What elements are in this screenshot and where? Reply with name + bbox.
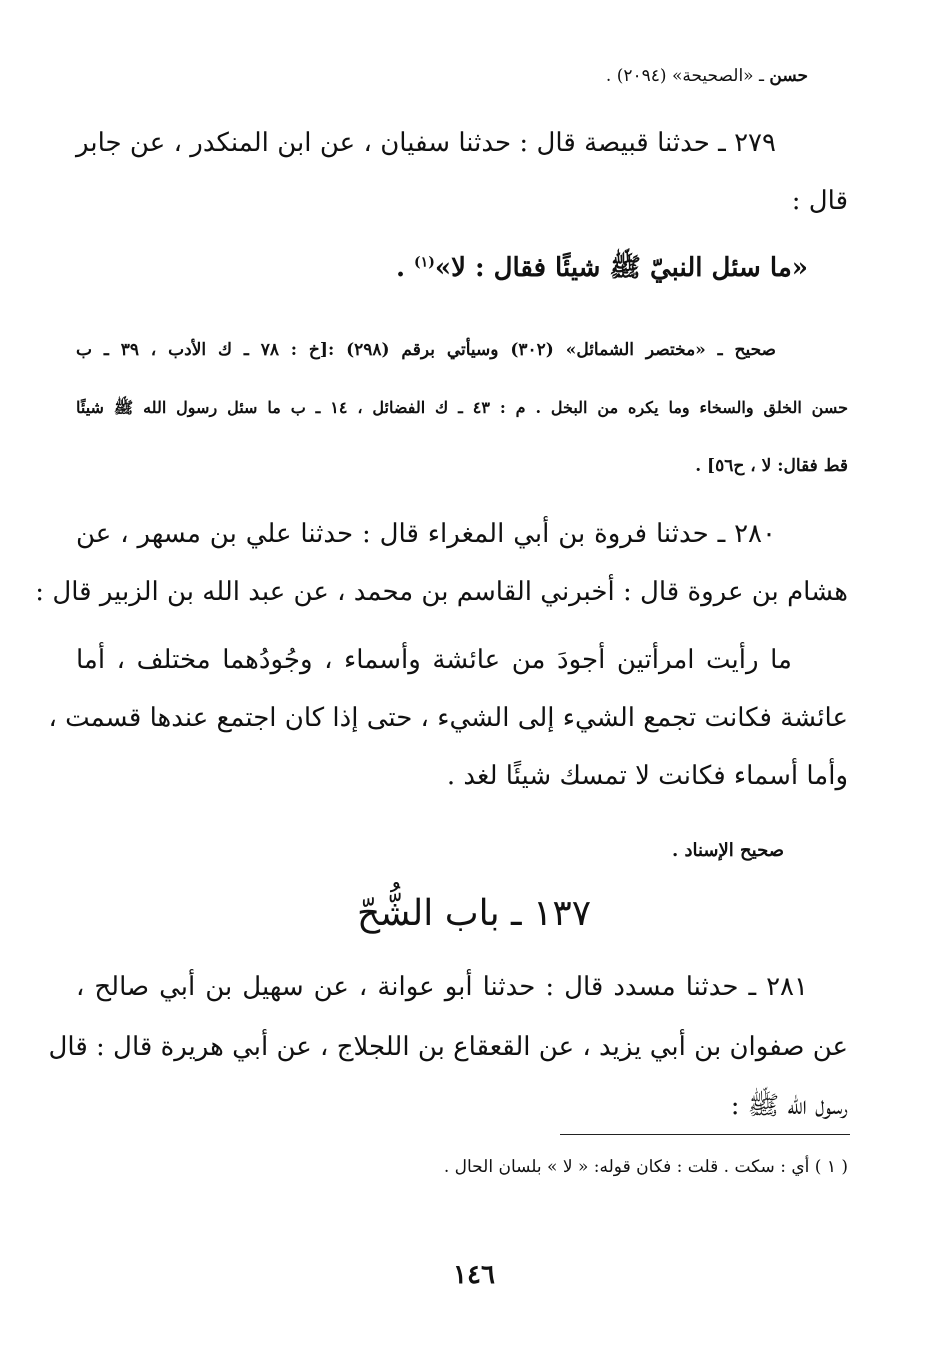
- hadith-279-matn: [396, 253, 808, 284]
- grade-280: [672, 840, 784, 862]
- hadith-280-line-4: عائشة فكانت تجمع الشيء إلى الشيء ، حتى إذا كان اجتمع عندها قسمت ،: [48, 703, 848, 733]
- takhrij-text: ـ «مختصر الشمائل» (٣٠٢) وسيأتي برقم (٢٩٨) :[خ : ٧٨ ـ ك الأدب ، ٣٩ ـ ب: [76, 340, 735, 360]
- chapter-title: ١٣٧ ـ باب الشُّحّ: [356, 893, 592, 934]
- header-note: [606, 66, 808, 86]
- hadith-280-line-2: هشام بن عروة قال : أخبرني القاسم بن محمد ، عن عبد الله بن الزبير قال :: [35, 577, 848, 607]
- hadith-280-line-3: ما رأيت امرأتين أجودَ من عائشة وأسماء ، وجُودُهما مختلف ، أما: [76, 645, 792, 675]
- grade-label: صحيح: [734, 340, 776, 360]
- hadith-279-line-1: ٢٧٩ ـ حدثنا قبيصة قال : حدثنا سفيان ، عن ابن المنكدر ، عن جابر: [76, 128, 776, 158]
- page-number: ١٤٦: [453, 1260, 495, 1290]
- hadith-281-line-2: عن صفوان بن أبي يزيد ، عن القعقاع بن اللجلاج ، عن أبي هريرة قال : قال: [48, 1032, 848, 1062]
- grade-end: .: [671, 840, 685, 861]
- takhrij-279-line-1: [76, 340, 776, 360]
- takhrij-279-line-2: حسن الخلق والسخاء وما يكره من البخل . م : ٤٣ ـ ك الفضائل ، ١٤ ـ ب ما سئل رسول الله ﷺ شيئًا: [76, 398, 849, 417]
- takhrij-279-line-3: قط فقال: لا ، ح٥٦] .: [695, 456, 848, 476]
- hadith-279-line-2: قال :: [791, 186, 848, 216]
- grade-label: حسن: [769, 66, 808, 86]
- hadith-280-line-5: وأما أسماء فكانت لا تمسك شيئًا لغد .: [446, 761, 848, 791]
- matn-end: .: [395, 253, 415, 283]
- hadith-281-line-1: ٢٨١ ـ حدثنا مسدد قال : حدثنا أبو عوانة ، عن سهيل بن أبي صالح ،: [76, 972, 808, 1002]
- footnote-separator: [560, 1134, 850, 1135]
- grade-label: صحيح الإسناد: [684, 840, 784, 861]
- matn-text: «ما سئل النبيّ ﷺ شيئًا فقال : لا»: [434, 253, 808, 283]
- hadith-280-line-1: ٢٨٠ ـ حدثنا فروة بن أبي المغراء قال : حدثنا علي بن مسهر ، عن: [76, 519, 776, 549]
- footnote: ( ١ ) أي : سكت . قلت : فكان قوله: « لا » بلسان الحال .: [443, 1157, 848, 1177]
- hadith-281-line-3: رسول الله ﷺ :: [730, 1091, 848, 1121]
- footnote-marker: (١): [414, 254, 435, 271]
- header-note-text: ـ «الصحيحة» (٢٠٩٤) .: [605, 66, 770, 86]
